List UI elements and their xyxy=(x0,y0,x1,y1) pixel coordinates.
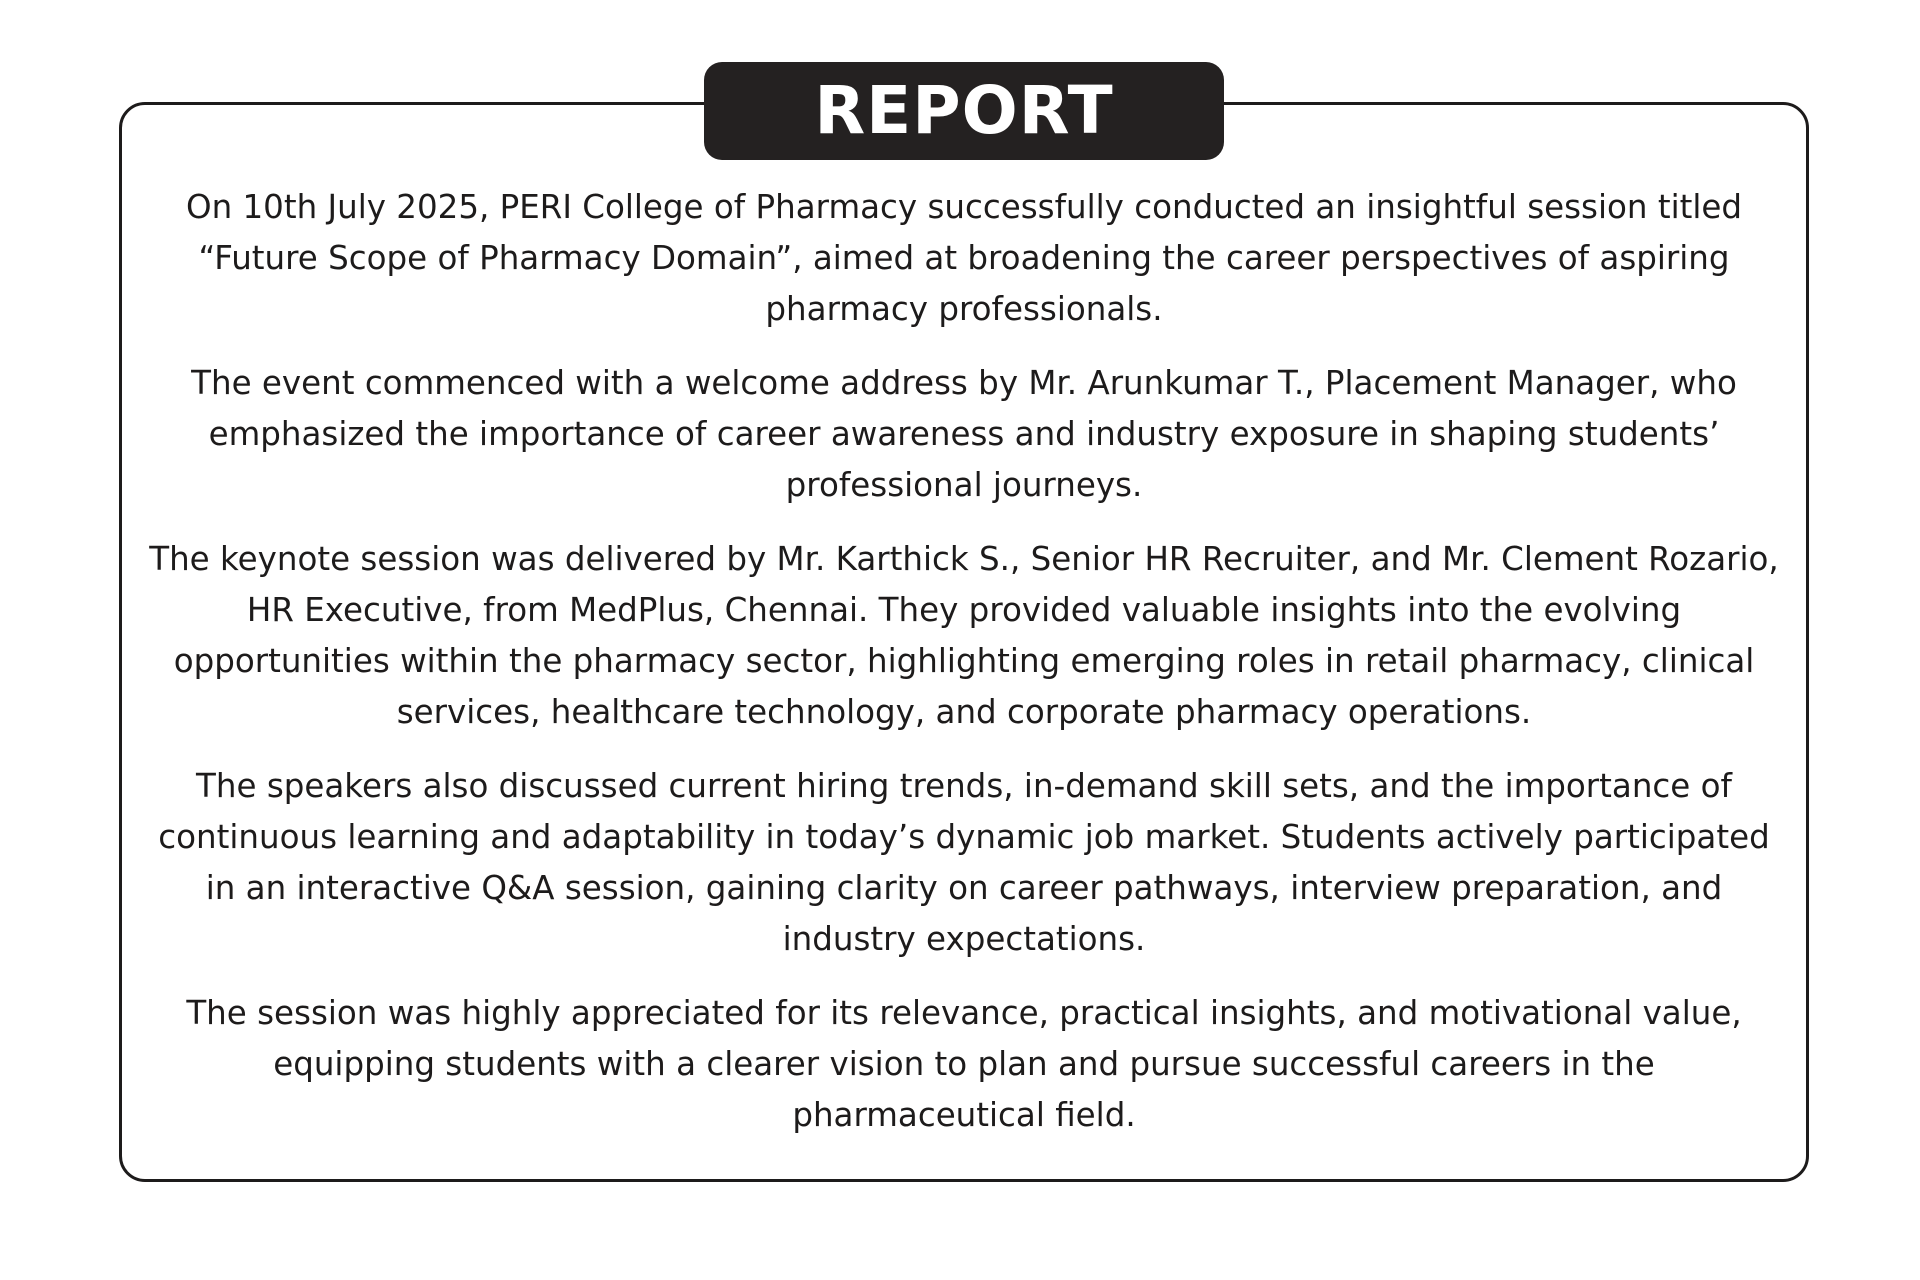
report-paragraph-discussion: The speakers also discussed current hiring trends, in-demand skill sets, and the importance of continuous learning and adaptability in today’s dynamic job market. Students actively participated in an interactive Q&A session, gaining clarity on career pathways, interview preparation, and industry expectations. xyxy=(158,767,1770,958)
report-title: REPORT xyxy=(704,62,1224,160)
report-paragraph-keynote: The keynote session was delivered by Mr. Karthick S., Senior HR Recruiter, and Mr. Clement Rozario, HR Executive, from MedPlus, Chennai. They provided valuable insights into the evolving opportunities within the pharmacy sector, highlighting emerging roles in retail pharmacy, clinical services, healthcare technology, and corporate pharmacy operations. xyxy=(149,540,1779,731)
report-body xyxy=(146,182,1782,1164)
report-paragraph-welcome: The event commenced with a welcome address by Mr. Arunkumar T., Placement Manager, who emphasized the importance of career awareness and industry exposure in shaping students’ professional journeys. xyxy=(191,364,1737,504)
report-paragraph-intro: On 10th July 2025, PERI College of Pharmacy successfully conducted an insightful session titled “Future Scope of Pharmacy Domain”, aimed at broadening the career perspectives of aspiring pharmacy professionals. xyxy=(185,188,1743,328)
report-paragraph-conclusion: The session was highly appreciated for its relevance, practical insights, and motivational value, equipping students with a clearer vision to plan and pursue successful careers in the pharmaceutical field. xyxy=(186,994,1742,1134)
